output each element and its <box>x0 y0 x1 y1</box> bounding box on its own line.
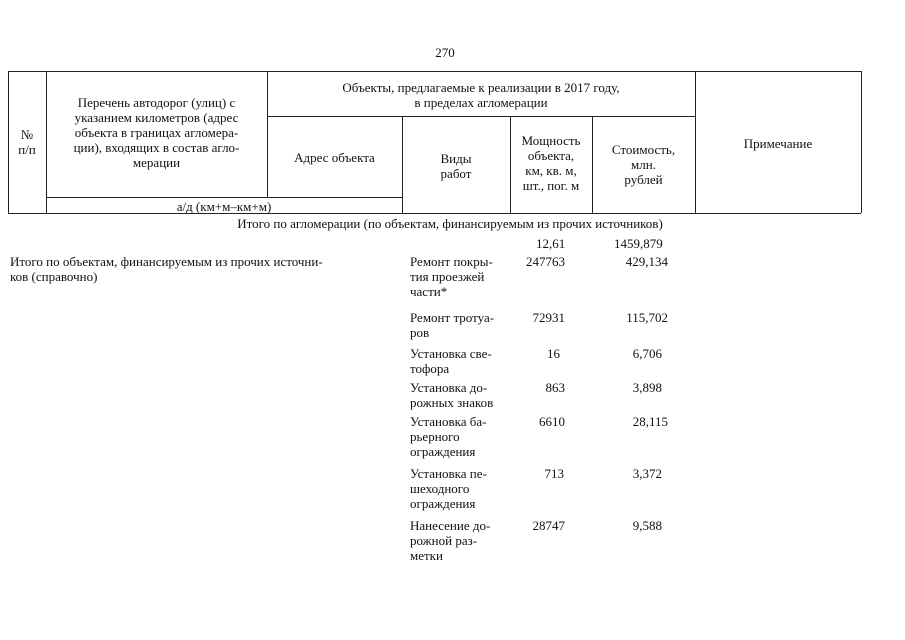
header-capacity-line: км, кв. м, <box>525 163 577 178</box>
header-capacity-line: объекта, <box>527 148 575 163</box>
row-capacity: 72931 <box>532 310 565 325</box>
row-work-line: ограждения <box>410 444 476 459</box>
row-cost: 3,372 <box>632 466 662 481</box>
header-address: Адрес объекта <box>294 150 375 165</box>
row-cost: 3,898 <box>632 380 662 395</box>
row-capacity: 6610 <box>539 414 565 429</box>
header-objects-line: в пределах агломерации <box>414 95 548 110</box>
section-label-line: ков (справочно) <box>10 269 98 284</box>
row-work-line: Установка све- <box>410 346 492 361</box>
row-work-line: Установка пе- <box>410 466 487 481</box>
row-work <box>410 310 508 340</box>
row-work-line: тофора <box>410 361 450 376</box>
row-work-line: шеходного <box>410 481 470 496</box>
row-capacity: 16 <box>547 346 560 361</box>
header-road-list-line: мерации <box>132 155 181 170</box>
header-capacity-line: Мощность <box>521 133 581 148</box>
header-road-list <box>46 95 267 170</box>
header-num-line: п/п <box>18 142 36 157</box>
row-cost: 6,706 <box>632 346 662 361</box>
header-cost <box>592 142 695 187</box>
row-work <box>410 466 508 511</box>
row-work-line: Ремонт покры- <box>410 254 493 269</box>
row-work-line: Установка ба- <box>410 414 487 429</box>
header-note: Примечание <box>743 136 813 151</box>
row-capacity: 247763 <box>526 254 565 269</box>
row-cost: 28,115 <box>632 414 668 429</box>
summary-title: Итого по агломерации (по объектам, финансируемым из прочих источников) <box>237 216 663 231</box>
row-work-line: Ремонт тротуа- <box>410 310 495 325</box>
row-cost: 429,134 <box>625 254 668 269</box>
row-work-line: ров <box>410 325 430 340</box>
row-work-line: рожных знаков <box>410 395 494 410</box>
row-cost: 115,702 <box>626 310 668 325</box>
page-number: 270 <box>435 45 455 60</box>
summary-cost: 1459,879 <box>614 236 663 251</box>
header-road-list-line: ции), входящих в состав агло- <box>73 140 240 155</box>
header-objects <box>267 80 695 110</box>
row-work <box>410 380 508 410</box>
header-num <box>8 127 46 157</box>
row-capacity: 713 <box>544 466 564 481</box>
row-work-line: Установка до- <box>410 380 488 395</box>
row-work-line: тия проезжей <box>410 269 485 284</box>
header-works-line: Виды <box>440 151 472 166</box>
header-road-list-line: указанием километров (адрес <box>74 110 239 125</box>
row-work-line: метки <box>410 548 443 563</box>
header-works-line: работ <box>440 166 472 181</box>
row-work-line: рьерного <box>410 429 460 444</box>
header-cost-line: Стоимость, <box>611 142 676 157</box>
header-capacity <box>510 133 592 193</box>
row-cost: 9,588 <box>632 518 662 533</box>
row-work <box>410 254 508 299</box>
header-objects-line: Объекты, предлагаемые к реализации в 2017 году, <box>342 80 620 95</box>
section-label-line: Итого по объектам, финансируемым из прочих источни- <box>10 254 323 269</box>
row-work <box>410 346 508 376</box>
header-road-list-line: объекта в границах агломера- <box>74 125 239 140</box>
row-work-line: Нанесение до- <box>410 518 491 533</box>
summary-capacity: 12,61 <box>536 236 566 251</box>
row-work <box>410 414 508 459</box>
row-work-line: части* <box>410 284 448 299</box>
header-capacity-line: шт., пог. м <box>522 178 580 193</box>
header-num-line: № <box>20 127 34 142</box>
row-capacity: 28747 <box>532 518 565 533</box>
header-cost-line: рублей <box>624 172 663 187</box>
section-label <box>10 254 323 284</box>
header-cost-line: млн. <box>631 157 656 172</box>
row-work <box>410 518 508 563</box>
row-work-line: рожной раз- <box>410 533 478 548</box>
header-road-list-line: Перечень автодорог (улиц) с <box>77 95 236 110</box>
header-road-sub: а/д (км+м–км+м) <box>176 199 272 214</box>
row-work-line: ограждения <box>410 496 476 511</box>
header-works <box>402 151 510 181</box>
row-capacity: 863 <box>545 380 565 395</box>
